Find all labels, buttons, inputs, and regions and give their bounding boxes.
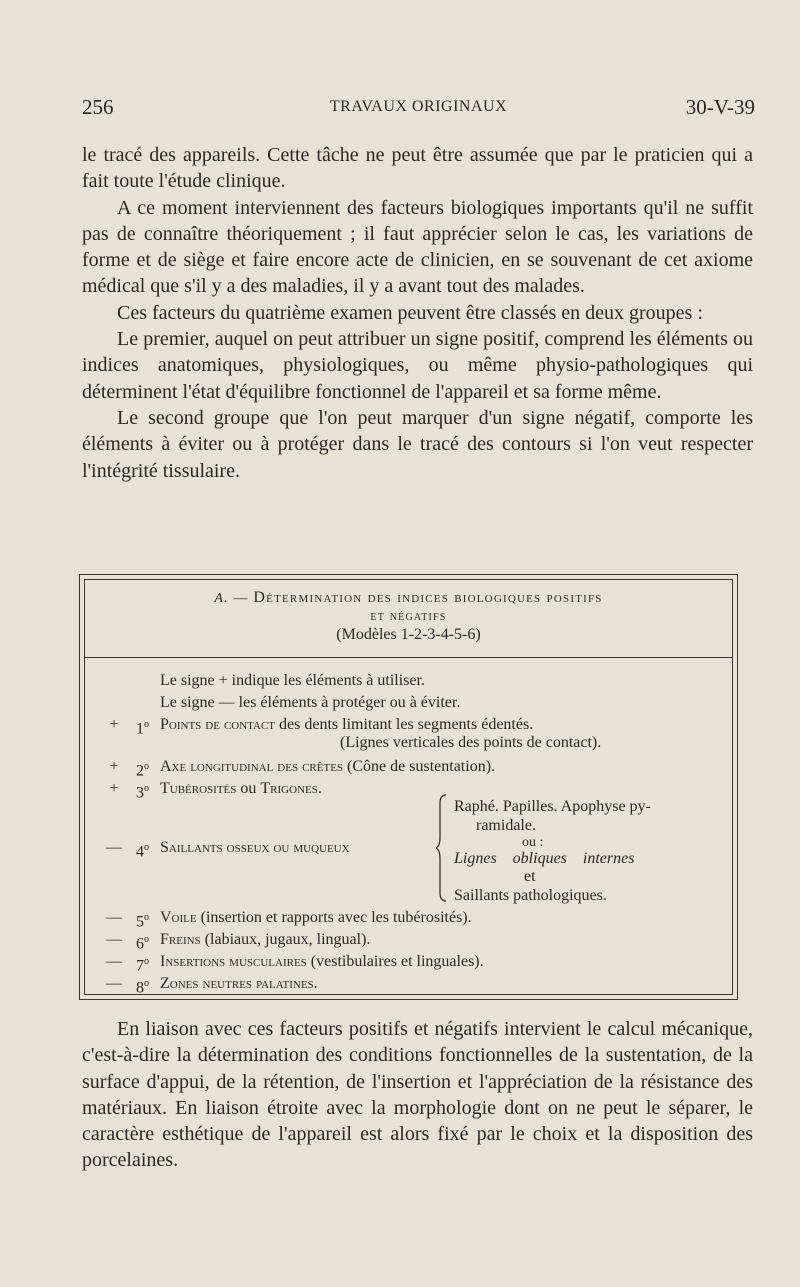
table-divider <box>84 657 733 658</box>
paragraph-5: Le second groupe que l'on peut marquer d'un signe négatif, comporte les éléments à éviter ou à protéger dans le tracé des contours si l'on veut respecter l'intégrité tissulaire. <box>82 406 753 482</box>
item-number: 2$^o$ <box>136 761 149 780</box>
item-number: 8$^o$ <box>136 978 149 997</box>
item-text: Freins (labiaux, jugaux, lingual). <box>160 931 371 948</box>
detail-line: ou : <box>522 835 544 850</box>
sign: + <box>109 716 119 733</box>
detail-line: Lignes obliques internes <box>454 850 635 867</box>
item-number: 1$^o$ <box>136 719 149 738</box>
sign: + <box>109 780 119 797</box>
item-number: 4$^o$ <box>136 842 149 861</box>
table-title-dash: — <box>233 591 249 606</box>
item-text: Tubérosités ou Trigones. <box>160 780 322 797</box>
sign: — <box>106 953 122 970</box>
table-title <box>84 589 733 644</box>
item-text: Insertions musculaires (vestibulaires et linguales). <box>160 953 484 970</box>
curly-brace <box>436 793 450 903</box>
paragraph-1: le tracé des appareils. Cette tâche ne peut être assumée que par le praticien qui a fait toute l'étude clinique. <box>82 144 753 193</box>
detail-line: Saillants pathologiques. <box>454 887 607 904</box>
detail-line: et <box>524 868 536 885</box>
table-letter: A. <box>214 591 229 606</box>
sign: + <box>109 758 119 775</box>
sign: — <box>106 909 122 926</box>
running-header <box>82 95 755 125</box>
item-number: 5$^o$ <box>136 912 149 931</box>
issue-date: 30-V-39 <box>685 95 755 119</box>
body-text-bottom <box>82 1016 753 1174</box>
running-title: TRAVAUX ORIGINAUX <box>329 98 508 115</box>
indices-table <box>79 574 738 1000</box>
item-text: Zones neutres palatines. <box>160 975 318 992</box>
sign: — <box>106 931 122 948</box>
legend-plus: Le signe + indique les éléments à utiliser. <box>160 672 425 689</box>
item-text: Saillants osseux ou muqueux <box>160 839 350 856</box>
item-number: 3$^o$ <box>136 783 149 802</box>
table-models: (Modèles 1-2-3-4-5-6) <box>336 626 481 643</box>
table-title-line2: et négatifs <box>370 609 447 624</box>
paragraph-6: En liaison avec ces facteurs positifs et négatifs intervient le calcul mécanique, c'est-à-dire la détermination des conditions fonctionnelles de la sustentation, de la surface d'appui, de la rétention, de l'insertion et l'appréciation de la résistance des matériaux. En liaison étroite avec la morphologie dont on ne peut le séparer, le caractère esthétique de l'appareil est alors fixé par le choix et la disposition des porcelaines. <box>82 1018 753 1172</box>
table-title-line1: Détermination des indices biologiques positifs <box>253 589 603 606</box>
legend-minus: Le signe — les éléments à protéger ou à éviter. <box>160 694 461 711</box>
item-1-subtext: (Lignes verticales des points de contact). <box>340 734 602 751</box>
page-number: 256 <box>82 95 114 119</box>
item-number: 6$^o$ <box>136 934 149 953</box>
item-text: Axe longitudinal des crêtes (Cône de sustentation). <box>160 758 496 775</box>
sign: — <box>106 975 122 992</box>
paragraph-2: A ce moment interviennent des facteurs biologiques importants qu'il ne suffit pas de connaître théoriquement ; il faut apprécier selon le cas, les variations de forme et de siège et faire encore acte de clinicien, en se souvenant de cet axiome médical que s'il y a des maladies, il y a avant tout des malades. <box>82 196 753 298</box>
item-number: 7$^o$ <box>136 956 149 975</box>
detail-line: Raphé. Papilles. Apophyse py- <box>454 798 651 815</box>
sign: — <box>106 839 122 856</box>
paragraph-4: Le premier, auquel on peut attribuer un signe positif, comprend les éléments ou indices anatomiques, physiologiques, ou même physio-pathologiques qui déterminent l'état d'équilibre fonctionnel de l'appareil et sa forme même. <box>82 328 753 403</box>
item-text: Voile (insertion et rapports avec les tubérosités). <box>160 909 472 926</box>
item-text: Points de contact des dents limitant les segments édentés. <box>160 716 534 733</box>
body-text-top <box>82 142 753 484</box>
paragraph-3: Ces facteurs du quatrième examen peuvent être classés en deux groupes : <box>117 301 703 324</box>
detail-line: ramidale. <box>476 817 536 834</box>
